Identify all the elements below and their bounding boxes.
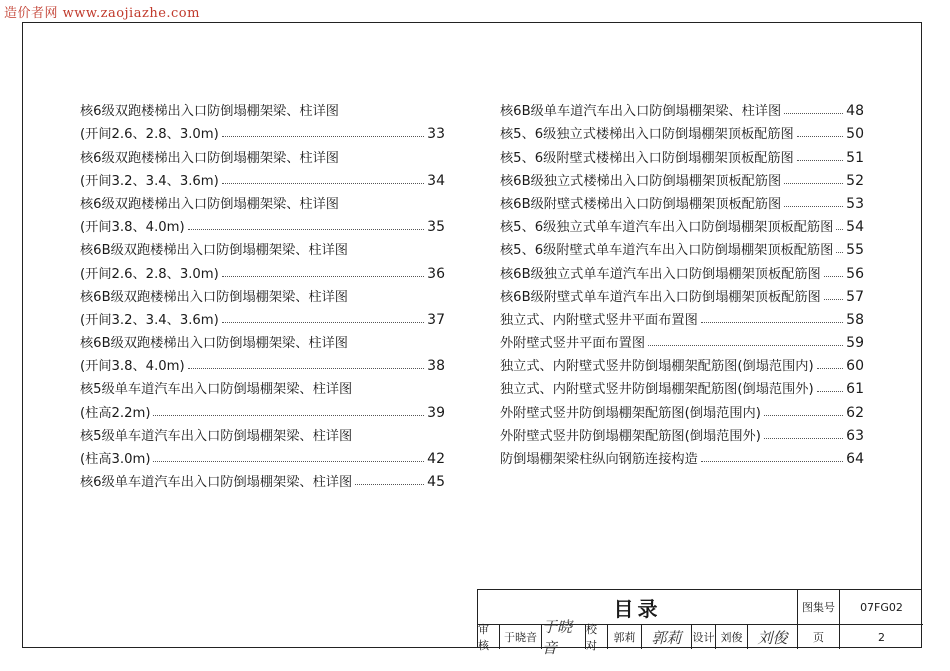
toc-entry: [500, 305, 864, 328]
toc-entry: [80, 96, 445, 119]
toc-dot-leader: [817, 368, 844, 369]
toc-dot-leader: [824, 276, 843, 277]
toc-entry: [500, 374, 864, 397]
toc-entry-page: 51: [846, 149, 864, 166]
toc-entry: [80, 351, 445, 374]
toc-entry-page: 64: [846, 451, 864, 467]
toc-entry: [500, 397, 864, 420]
toc-entry-title: 核6B级附壁式楼梯出入口防倒塌棚架顶板配筋图: [500, 196, 782, 212]
toc-entry-title: (开间2.6、2.8、3.0m): [80, 127, 219, 143]
toc-dot-leader: [836, 252, 843, 253]
toc-entry: [80, 282, 445, 305]
toc-entry: [80, 189, 445, 212]
toc-dot-leader: [188, 368, 425, 369]
toc-entry-title: 核5、6级独立式楼梯出入口防倒塌棚架顶板配筋图: [500, 127, 794, 143]
toc-entry-title: (柱高2.2m): [80, 405, 151, 421]
design-label: 设计: [692, 625, 716, 649]
toc-entry-title: 独立式、内附壁式竖井平面布置图: [500, 312, 698, 328]
page-number: 2: [878, 630, 885, 644]
toc-entry-title: (开间3.2、3.4、3.6m): [80, 173, 219, 189]
toc-entry-title: 核5、6级附壁式楼梯出入口防倒塌棚架顶板配筋图: [500, 150, 794, 166]
toc-dot-leader: [355, 484, 424, 485]
toc-dot-leader: [784, 113, 843, 114]
atlas-number-label: 图集号: [798, 590, 840, 625]
toc-left-column: [80, 96, 445, 490]
toc-entry-page: 42: [427, 451, 445, 467]
toc-entry-page: 57: [846, 288, 864, 305]
toc-entry-title: 核5级单车道汽车出入口防倒塌棚架梁、柱详图: [80, 428, 353, 444]
checker-name: 郭莉: [608, 625, 642, 649]
toc-entry: [80, 444, 445, 467]
review-label: 审核: [478, 625, 500, 649]
toc-entry-title: 核6B级双跑楼梯出入口防倒塌棚架梁、柱详图: [80, 243, 348, 259]
toc-entry-title: (柱高3.0m): [80, 452, 151, 467]
toc-entry: [500, 328, 864, 351]
toc-right-column: [500, 96, 864, 467]
toc-entry: [80, 258, 445, 281]
toc-entry: [80, 235, 445, 258]
toc-entry: [500, 96, 864, 119]
toc-entry: [500, 421, 864, 444]
toc-entry-title: 核6B级单车道汽车出入口防倒塌棚架梁、柱详图: [500, 104, 782, 120]
toc-entry: [80, 305, 445, 328]
toc-entry: [500, 212, 864, 235]
toc-dot-leader: [797, 160, 843, 161]
toc-entry-title: 核5、6级独立式单车道汽车出入口防倒塌棚架顶板配筋图: [500, 220, 834, 236]
title-block: [477, 589, 922, 657]
toc-dot-leader: [701, 322, 843, 323]
toc-dot-leader: [648, 345, 843, 346]
toc-entry: [80, 328, 445, 351]
toc-entry-page: 35: [427, 219, 445, 236]
toc-dot-leader: [153, 415, 424, 416]
toc-entry: [500, 189, 864, 212]
toc-entry-page: 53: [846, 195, 864, 212]
page-label: 页: [798, 625, 840, 649]
toc-entry-title: 核5、6级附壁式单车道汽车出入口防倒塌棚架顶板配筋图: [500, 243, 834, 259]
designer-name: 刘俊: [716, 625, 748, 649]
sheet-title: 目录: [478, 590, 798, 625]
toc-entry-page: 58: [846, 311, 864, 328]
toc-dot-leader: [817, 391, 844, 392]
toc-entry-title: 核6级双跑楼梯出入口防倒塌棚架梁、柱详图: [80, 196, 339, 212]
toc-entry: [80, 142, 445, 165]
toc-entry: [80, 397, 445, 420]
toc-entry: [500, 166, 864, 189]
checker-signature: 郭莉: [642, 625, 692, 649]
toc-entry-title: 核6B级附壁式单车道汽车出入口防倒塌棚架顶板配筋图: [500, 289, 821, 305]
toc-dot-leader: [784, 183, 843, 184]
toc-dot-leader: [222, 183, 424, 184]
toc-dot-leader: [824, 299, 843, 300]
toc-entry-title: (开间3.8、4.0m): [80, 359, 185, 375]
toc-entry-title: 外附壁式竖井防倒塌棚架配筋图(倒塌范围内): [500, 405, 761, 421]
toc-entry-page: 60: [846, 358, 864, 375]
toc-entry-page: 45: [427, 474, 445, 491]
toc-entry-title: 核6级单车道汽车出入口防倒塌棚架梁、柱详图: [80, 475, 353, 491]
toc-entry-page: 36: [427, 265, 445, 282]
toc-entry-title: 核6级双跑楼梯出入口防倒塌棚架梁、柱详图: [80, 150, 339, 166]
toc-entry-page: 48: [846, 103, 864, 120]
toc-entry-title: 核6B级双跑楼梯出入口防倒塌棚架梁、柱详图: [80, 289, 348, 305]
toc-entry-page: 59: [846, 335, 864, 352]
toc-entry-title: 核6B级独立式单车道汽车出入口防倒塌棚架顶板配筋图: [500, 266, 821, 282]
check-label: 校对: [586, 625, 608, 649]
toc-entry-page: 34: [427, 172, 445, 189]
toc-entry: [500, 119, 864, 142]
toc-entry-title: 核6B级双跑楼梯出入口防倒塌棚架梁、柱详图: [80, 336, 348, 352]
toc-entry-title: 独立式、内附壁式竖井防倒塌棚架配筋图(倒塌范围外): [500, 382, 814, 398]
toc-entry: [80, 119, 445, 142]
toc-entry-title: (开间2.6、2.8、3.0m): [80, 266, 219, 282]
toc-entry-title: 独立式、内附壁式竖井防倒塌棚架配筋图(倒塌范围内): [500, 359, 814, 375]
toc-entry: [80, 166, 445, 189]
toc-entry-page: 56: [846, 265, 864, 282]
toc-entry-title: 核5级单车道汽车出入口防倒塌棚架梁、柱详图: [80, 382, 353, 398]
toc-entry-page: 61: [846, 381, 864, 398]
signature-row: [478, 618, 923, 657]
toc-entry-title: 核6级双跑楼梯出入口防倒塌棚架梁、柱详图: [80, 104, 339, 120]
toc-dot-leader: [188, 229, 425, 230]
toc-entry-page: 39: [427, 404, 445, 421]
atlas-number: 07FG02: [840, 590, 923, 625]
toc-entry: [500, 351, 864, 374]
toc-entry-title: 防倒塌棚架梁柱纵向钢筋连接构造: [500, 452, 698, 467]
toc-entry: [80, 421, 445, 444]
toc-entry-page: 50: [846, 126, 864, 143]
toc-dot-leader: [764, 438, 843, 439]
toc-dot-leader: [222, 276, 424, 277]
toc-entry-page: 63: [846, 427, 864, 444]
site-watermark: 造价者网 www.zaojiazhe.com: [4, 6, 200, 21]
toc-entry: [80, 467, 445, 490]
toc-entry: [80, 374, 445, 397]
toc-entry-page: 52: [846, 172, 864, 189]
toc-entry: [500, 142, 864, 165]
toc-entry-page: 62: [846, 404, 864, 421]
designer-signature: 刘俊: [748, 625, 798, 649]
toc-dot-leader: [222, 136, 424, 137]
reviewer-signature: 于晓音: [542, 625, 586, 649]
toc-entry: [500, 235, 864, 258]
toc-entry-page: 38: [427, 358, 445, 375]
toc-entry-title: 核6B级独立式楼梯出入口防倒塌棚架顶板配筋图: [500, 173, 782, 189]
toc-entry-title: 外附壁式竖井平面布置图: [500, 336, 646, 352]
toc-entry: [80, 212, 445, 235]
reviewer-name: 于晓音: [500, 625, 542, 649]
toc-dot-leader: [764, 415, 843, 416]
toc-entry-title: 外附壁式竖井防倒塌棚架配筋图(倒塌范围外): [500, 428, 761, 444]
toc-entry: [500, 282, 864, 305]
toc-dot-leader: [784, 206, 843, 207]
toc-entry-page: 54: [846, 219, 864, 236]
toc-dot-leader: [836, 229, 843, 230]
toc-dot-leader: [797, 136, 843, 137]
toc-entry: [500, 258, 864, 281]
toc-entry-page: 55: [846, 242, 864, 259]
toc-dot-leader: [701, 461, 843, 462]
toc-dot-leader: [153, 461, 424, 462]
toc-entry: [500, 444, 864, 467]
toc-entry-title: (开间3.8、4.0m): [80, 220, 185, 236]
toc-dot-leader: [222, 322, 424, 323]
toc-entry-page: 33: [427, 126, 445, 143]
toc-entry-page: 37: [427, 311, 445, 328]
toc-entry-title: (开间3.2、3.4、3.6m): [80, 312, 219, 328]
